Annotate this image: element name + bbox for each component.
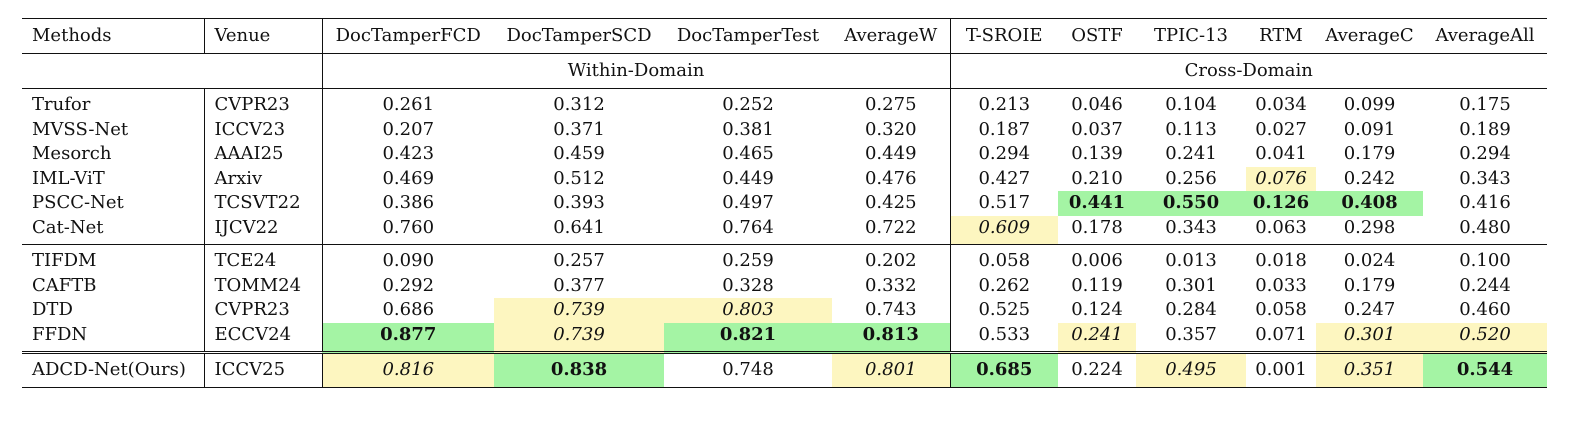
score-cell: 0.328: [722, 274, 774, 296]
score-cell: 0.256: [1165, 167, 1217, 189]
score-cell: 0.257: [553, 250, 605, 272]
score-cell-best: 0.126: [1246, 191, 1316, 216]
method-name: CAFTB: [32, 274, 97, 296]
header-row: [22, 19, 1547, 54]
table-row: [22, 323, 1547, 353]
score-cell: 0.178: [1071, 216, 1123, 238]
score-cell: 0.202: [864, 250, 917, 272]
method-name: Mesorch: [32, 143, 112, 165]
results-table-container: [22, 18, 1547, 388]
score-cell-second: 0.739: [494, 298, 664, 323]
method-name: Trufor: [32, 94, 91, 116]
score-cell: 0.449: [864, 143, 917, 165]
score-cell: 0.512: [553, 167, 605, 189]
score-cell-second: 0.520: [1423, 323, 1547, 353]
score-cell-best: 0.838: [494, 353, 664, 388]
table-row: [22, 191, 1547, 216]
score-cell: 0.099: [1343, 94, 1396, 116]
score-cell: 0.476: [864, 167, 917, 189]
score-cell-best: 0.544: [1423, 353, 1547, 388]
table-row: [22, 142, 1547, 167]
method-name: PSCC-Net: [32, 192, 124, 214]
score-cell-second: 0.739: [494, 323, 664, 353]
score-cell: 0.175: [1459, 94, 1511, 116]
score-cell: 0.371: [553, 118, 605, 140]
table-row: [22, 216, 1547, 245]
score-cell: 0.386: [322, 191, 494, 216]
method-name: DTD: [32, 299, 73, 321]
score-cell: 0.497: [722, 192, 774, 214]
header-venue: Venue: [204, 19, 322, 54]
score-cell: 0.262: [950, 274, 1058, 299]
score-cell: 0.252: [722, 94, 774, 116]
header-ostf: OSTF: [1071, 25, 1123, 46]
venue: ICCV23: [204, 118, 322, 143]
score-cell: 0.722: [864, 216, 917, 238]
header-averagew: AverageW: [844, 25, 938, 46]
score-cell: 0.119: [1071, 274, 1123, 296]
venue: TCE24: [204, 245, 322, 274]
method-name: Cat-Net: [32, 216, 104, 238]
venue: AAAI25: [204, 142, 322, 167]
score-cell: 0.764: [722, 216, 774, 238]
score-cell: 0.104: [1165, 94, 1217, 116]
score-cell: 0.033: [1255, 274, 1307, 296]
method-name: IML-ViT: [32, 167, 105, 189]
method-name: MVSS-Net: [32, 118, 129, 140]
score-cell: 0.425: [864, 192, 917, 214]
table-row: [22, 274, 1547, 299]
score-cell-best: 0.877: [322, 323, 494, 353]
score-cell-best: 0.821: [664, 323, 832, 353]
score-cell: 0.298: [1343, 216, 1396, 238]
score-cell: 0.343: [1459, 167, 1511, 189]
score-cell: 0.006: [1071, 250, 1123, 272]
header-doctamperfcd: DocTamperFCD: [322, 19, 494, 54]
score-cell: 0.189: [1459, 118, 1511, 140]
header-tpic13: TPIC-13: [1154, 25, 1228, 46]
score-cell: 0.100: [1459, 250, 1511, 272]
score-cell: 0.381: [722, 118, 774, 140]
score-cell: 0.294: [950, 142, 1058, 167]
domain-cross-label: Cross-Domain: [950, 54, 1547, 89]
score-cell-best: 0.550: [1136, 191, 1246, 216]
score-cell: 0.024: [1343, 250, 1396, 272]
score-cell: 0.357: [1165, 323, 1217, 345]
venue: Arxiv: [204, 167, 322, 192]
score-cell: 0.013: [1165, 250, 1217, 272]
score-cell: 0.465: [722, 143, 774, 165]
table-row: [22, 89, 1547, 118]
score-cell: 0.686: [322, 298, 494, 323]
header-averagec: AverageC: [1325, 25, 1414, 46]
score-cell: 0.091: [1343, 118, 1396, 140]
header-doctamperscd: DocTamperSCD: [506, 25, 652, 46]
domain-within-label: Within-Domain: [322, 54, 950, 89]
score-cell-best: 0.813: [832, 323, 950, 353]
score-cell: 0.469: [322, 167, 494, 192]
score-cell: 0.320: [864, 118, 917, 140]
header-methods: Methods: [32, 25, 112, 46]
score-cell: 0.113: [1165, 118, 1217, 140]
score-cell-second: 0.076: [1246, 167, 1316, 192]
method-name: FFDN: [32, 323, 88, 345]
score-cell: 0.187: [950, 118, 1058, 143]
method-name: ADCD-Net(Ours): [22, 353, 204, 388]
venue: CVPR23: [204, 298, 322, 323]
score-cell: 0.210: [1071, 167, 1123, 189]
domain-row: [22, 54, 1547, 89]
score-cell: 0.207: [322, 118, 494, 143]
score-cell-second: 0.816: [322, 353, 494, 388]
score-cell: 0.259: [722, 250, 774, 272]
score-cell: 0.743: [864, 299, 917, 321]
score-cell: 0.393: [553, 192, 605, 214]
domain-spacer: [22, 54, 204, 89]
score-cell-best: 0.685: [950, 353, 1058, 388]
venue: IJCV22: [204, 216, 322, 245]
score-cell: 0.301: [1165, 274, 1217, 296]
venue: CVPR23: [204, 89, 322, 118]
score-cell-second: 0.609: [950, 216, 1058, 245]
score-cell: 0.760: [322, 216, 494, 245]
score-cell-second: 0.351: [1316, 353, 1423, 388]
table-row: [22, 245, 1547, 274]
header-averageall: AverageAll: [1435, 25, 1535, 46]
score-cell: 0.284: [1165, 299, 1217, 321]
score-cell: 0.242: [1343, 167, 1396, 189]
score-cell: 0.292: [322, 274, 494, 299]
score-cell: 0.063: [1255, 216, 1307, 238]
score-cell: 0.046: [1071, 94, 1123, 116]
score-cell: 0.459: [553, 143, 605, 165]
venue: ICCV25: [204, 353, 322, 388]
score-cell: 0.034: [1255, 94, 1307, 116]
table-row: [22, 167, 1547, 192]
score-cell-second: 0.301: [1316, 323, 1423, 353]
score-cell-second: 0.801: [832, 353, 950, 388]
header-doctampertest: DocTamperTest: [676, 25, 820, 46]
score-cell: 0.179: [1343, 274, 1396, 296]
score-cell: 0.517: [950, 191, 1058, 216]
score-cell: 0.416: [1459, 192, 1511, 214]
score-cell: 0.058: [950, 245, 1058, 274]
score-cell: 0.748: [664, 353, 832, 388]
score-cell: 0.261: [322, 89, 494, 118]
score-cell-second: 0.803: [664, 298, 832, 323]
score-cell-best: 0.441: [1058, 191, 1136, 216]
score-cell: 0.460: [1459, 299, 1511, 321]
score-cell: 0.139: [1071, 143, 1123, 165]
score-cell: 0.071: [1255, 323, 1307, 345]
score-cell: 0.449: [722, 167, 774, 189]
score-cell: 0.018: [1255, 250, 1307, 272]
score-cell-second: 0.495: [1136, 353, 1246, 388]
table-row: [22, 118, 1547, 143]
score-cell: 0.244: [1459, 274, 1511, 296]
score-cell: 0.423: [322, 142, 494, 167]
score-cell: 0.641: [553, 216, 605, 238]
score-cell: 0.377: [553, 274, 605, 296]
score-cell: 0.427: [950, 167, 1058, 192]
score-cell: 0.312: [553, 94, 605, 116]
score-cell: 0.343: [1165, 216, 1217, 238]
venue: ECCV24: [204, 323, 322, 353]
score-cell: 0.001: [1246, 353, 1316, 388]
score-cell: 0.027: [1255, 118, 1307, 140]
score-cell: 0.090: [322, 245, 494, 274]
table-body: [22, 89, 1547, 388]
score-cell: 0.224: [1058, 353, 1136, 388]
score-cell: 0.533: [950, 323, 1058, 353]
venue: TOMM24: [204, 274, 322, 299]
score-cell-best: 0.408: [1316, 191, 1423, 216]
score-cell: 0.480: [1459, 216, 1511, 238]
score-cell-second: 0.241: [1058, 323, 1136, 353]
table-row: [22, 298, 1547, 323]
score-cell: 0.041: [1255, 143, 1307, 165]
results-table: [22, 18, 1547, 388]
score-cell: 0.179: [1343, 143, 1396, 165]
score-cell: 0.213: [950, 89, 1058, 118]
score-cell: 0.275: [864, 94, 917, 116]
table-row: [22, 353, 1547, 388]
domain-spacer: [204, 54, 322, 89]
score-cell: 0.294: [1459, 143, 1511, 165]
score-cell: 0.124: [1071, 299, 1123, 321]
header-tsroie: T-SROIE: [950, 19, 1058, 54]
score-cell: 0.525: [950, 298, 1058, 323]
score-cell: 0.241: [1165, 143, 1217, 165]
score-cell: 0.058: [1255, 299, 1307, 321]
header-rtm: RTM: [1259, 25, 1303, 46]
score-cell: 0.037: [1071, 118, 1123, 140]
score-cell: 0.332: [864, 274, 917, 296]
venue: TCSVT22: [204, 191, 322, 216]
score-cell: 0.247: [1343, 299, 1396, 321]
method-name: TIFDM: [32, 250, 97, 272]
